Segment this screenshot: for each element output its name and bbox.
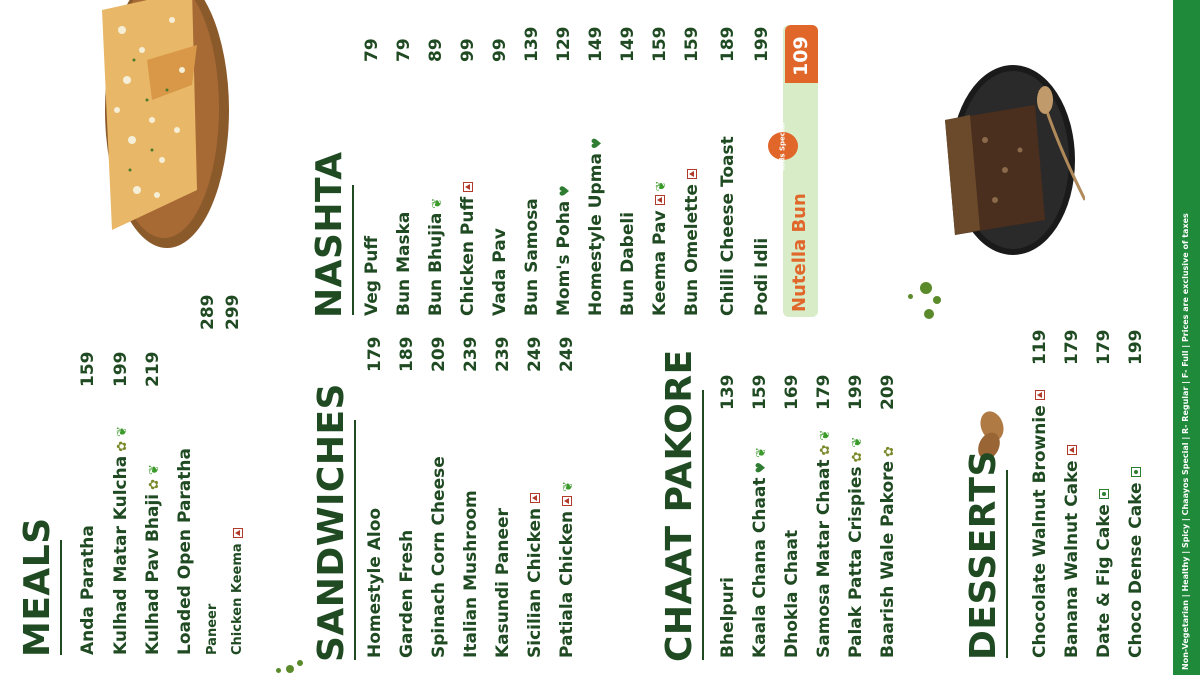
price-kulhad-matar-kulcha: 199 — [111, 351, 131, 387]
non-veg-icon — [562, 496, 572, 506]
healthy-icon: ♥ — [754, 461, 769, 474]
price-dhokla-chaat: 169 — [782, 374, 802, 410]
non-veg-icon — [687, 169, 697, 179]
chaayos-special-icon: ✿ — [818, 444, 833, 456]
menu-item-homestyle-upma: Homestyle Upma♥ — [586, 137, 606, 316]
non-veg-icon — [233, 528, 243, 538]
cake-image — [935, 60, 1085, 260]
price-kasundi-paneer: 239 — [493, 336, 513, 372]
menu-item-keema-pav: Keema Pav❦ — [650, 180, 670, 316]
menu-item-nutella-bun: Nutella Bun — [789, 193, 810, 312]
menu-item-anda-paratha: Anda Paratha — [78, 525, 98, 655]
price-italian-mushroom: 239 — [461, 336, 481, 372]
nashta-heading: NASHTA — [309, 151, 350, 318]
price-baarish-wale-pakore: 209 — [878, 374, 898, 410]
price-patiala-chicken: 249 — [557, 336, 577, 372]
spicy-icon: ❦ — [430, 197, 445, 209]
price-homestyle-upma: 149 — [586, 26, 606, 62]
menu-item-kasundi-paneer: Kasundi Paneer — [493, 508, 513, 658]
chaayos-special-icon: ✿ — [115, 440, 130, 452]
price-bhelpuri: 139 — [718, 374, 738, 410]
decor-dot — [908, 294, 913, 299]
menu-item-banana-walnut-cake: Banana Walnut Cake — [1062, 445, 1082, 658]
menu-item-chicken-puff: Chicken Puff — [458, 182, 478, 316]
menu-item-kaala-chana-chaat: Kaala Chana Chaat♥❦ — [750, 446, 770, 658]
price-vada-pav: 99 — [490, 38, 510, 62]
price-chilli-cheese-toast: 189 — [718, 26, 738, 62]
price-bun-samosa: 139 — [522, 26, 542, 62]
menu-item-loaded-open-paratha: Loaded Open Paratha — [175, 448, 195, 655]
spicy-icon: ❦ — [850, 436, 865, 448]
meals-underline — [60, 540, 62, 655]
chaayos-special-icon: ✿ — [882, 446, 897, 457]
price-veg-puff: 79 — [362, 38, 382, 62]
non-veg-icon — [655, 195, 665, 205]
menu-item-chicken-keema: Chicken Keema — [228, 528, 248, 655]
menu-item-dhokla-chaat: Dhokla Chaat — [782, 529, 802, 658]
menu-item-bhelpuri: Bhelpuri — [718, 577, 738, 658]
egg-icon — [1067, 445, 1077, 455]
price-keema-pav: 159 — [650, 26, 670, 62]
legend-text: Non-Vegetarian | Healthy | Spicy | Chaayos Special | R- Regular | F- Full | Prices are exclusive of taxes — [1181, 213, 1190, 670]
menu-item-patiala-chicken: Patiala Chicken❦ — [557, 481, 577, 658]
chaat-pakore-heading: CHAAT PAKORE — [659, 349, 700, 662]
price-chicken-puff: 99 — [458, 38, 478, 62]
menu-item-spinach-corn-cheese: Spinach Corn Cheese — [429, 456, 449, 658]
chaat-underline — [702, 390, 704, 660]
paratha-image — [92, 0, 232, 260]
price-chocolate-walnut-brownie: 119 — [1030, 329, 1050, 365]
healthy-icon: ♥ — [558, 185, 573, 197]
decor-dot — [297, 660, 303, 666]
menu-item-moms-poha: Mom's Poha♥ — [554, 185, 574, 316]
non-veg-icon — [463, 182, 473, 192]
decor-dot — [286, 665, 294, 673]
spicy-icon: ❦ — [818, 429, 833, 441]
menu-item-kulhad-matar-kulcha: Kulhad Matar Kulcha✿❦ — [111, 425, 131, 655]
desserts-heading: DESSERTS — [963, 450, 1004, 660]
veg-icon — [1131, 467, 1141, 477]
menu-item-chilli-cheese-toast: Chilli Cheese Toast — [718, 136, 738, 316]
desserts-underline — [1006, 470, 1008, 658]
menu-item-sicilian-chicken: Sicilian Chicken — [525, 493, 545, 658]
price-palak-patta-crispies: 199 — [846, 374, 866, 410]
decor-dot — [933, 296, 941, 304]
kids-special-badge: Kids Special — [768, 132, 798, 160]
menu-item-samosa-matar-chaat: Samosa Matar Chaat✿❦ — [814, 429, 834, 658]
menu-item-italian-mushroom: Italian Mushroom — [461, 490, 481, 658]
price-kulhad-pav-bhaji: 219 — [143, 351, 163, 387]
price-moms-poha: 129 — [554, 26, 574, 62]
price-spinach-corn-cheese: 209 — [429, 336, 449, 372]
menu-item-palak-patta-crispies: Palak Patta Crispies✿❦ — [846, 436, 866, 658]
price-kaala-chana-chaat: 159 — [750, 374, 770, 410]
price-podi-idli: 199 — [752, 26, 772, 62]
price-garden-fresh: 189 — [397, 336, 417, 372]
egg-icon — [1035, 390, 1045, 400]
price-banana-walnut-cake: 179 — [1062, 329, 1082, 365]
price-paneer: 289 — [198, 294, 218, 330]
menu-item-date-fig-cake: Date & Fig Cake — [1094, 489, 1114, 658]
menu-item-baarish-wale-pakore: Baarish Wale Pakore✿ — [878, 446, 898, 658]
menu-item-bun-maska: Bun Maska — [394, 211, 414, 316]
meals-heading: MEALS — [17, 517, 58, 657]
menu-item-garden-fresh: Garden Fresh — [397, 529, 417, 658]
spicy-icon: ❦ — [147, 464, 162, 475]
decor-dot — [920, 282, 932, 294]
menu-item-podi-idli: Podi Idli — [752, 237, 772, 316]
price-bun-omelette: 159 — [682, 26, 702, 62]
sandwiches-heading: SANDWICHES — [311, 383, 352, 662]
spicy-icon: ❦ — [561, 481, 576, 492]
price-choco-dense-cake: 199 — [1126, 329, 1146, 365]
price-bun-maska: 79 — [394, 38, 414, 62]
price-bun-bhujia: 89 — [426, 38, 446, 62]
spicy-icon: ❦ — [654, 180, 669, 192]
price-samosa-matar-chaat: 179 — [814, 374, 834, 410]
menu-item-vada-pav: Vada Pav — [490, 228, 510, 316]
price-chicken-keema: 299 — [223, 294, 243, 330]
price-sicilian-chicken: 249 — [525, 336, 545, 372]
decor-dot — [924, 309, 934, 319]
menu-item-paneer: Paneer — [205, 603, 220, 655]
decor-dot — [276, 668, 281, 673]
price-anda-paratha: 159 — [78, 351, 98, 387]
menu-item-bun-omelette: Bun Omelette — [682, 169, 702, 316]
menu-item-veg-puff: Veg Puff — [362, 235, 382, 316]
spicy-icon: ❦ — [754, 446, 769, 458]
menu-item-chocolate-walnut-brownie: Chocolate Walnut Brownie — [1030, 390, 1050, 658]
price-date-fig-cake: 179 — [1094, 329, 1114, 365]
menu-item-bun-bhujia: Bun Bhujia❦ — [426, 197, 446, 316]
menu-item-bun-samosa: Bun Samosa — [522, 198, 542, 316]
sandwiches-underline — [354, 420, 356, 660]
menu-item-bun-dabeli: Bun Dabeli — [618, 211, 638, 316]
price-homestyle-aloo: 179 — [365, 336, 385, 372]
menu-item-choco-dense-cake: Choco Dense Cake — [1126, 467, 1146, 658]
chaayos-special-icon: ✿ — [850, 451, 865, 463]
price-nutella-bun: 109 — [790, 36, 812, 76]
non-veg-icon — [530, 493, 540, 503]
menu-item-homestyle-aloo: Homestyle Aloo — [365, 507, 385, 658]
veg-icon — [1099, 489, 1109, 499]
chaayos-special-icon: ✿ — [147, 478, 162, 490]
spicy-icon: ❦ — [115, 425, 130, 437]
nashta-underline — [352, 185, 354, 315]
price-bun-dabeli: 149 — [618, 26, 638, 62]
menu-item-kulhad-pav-bhaji: Kulhad Pav Bhaji✿❦ — [143, 464, 163, 655]
healthy-icon: ♥ — [590, 137, 605, 150]
